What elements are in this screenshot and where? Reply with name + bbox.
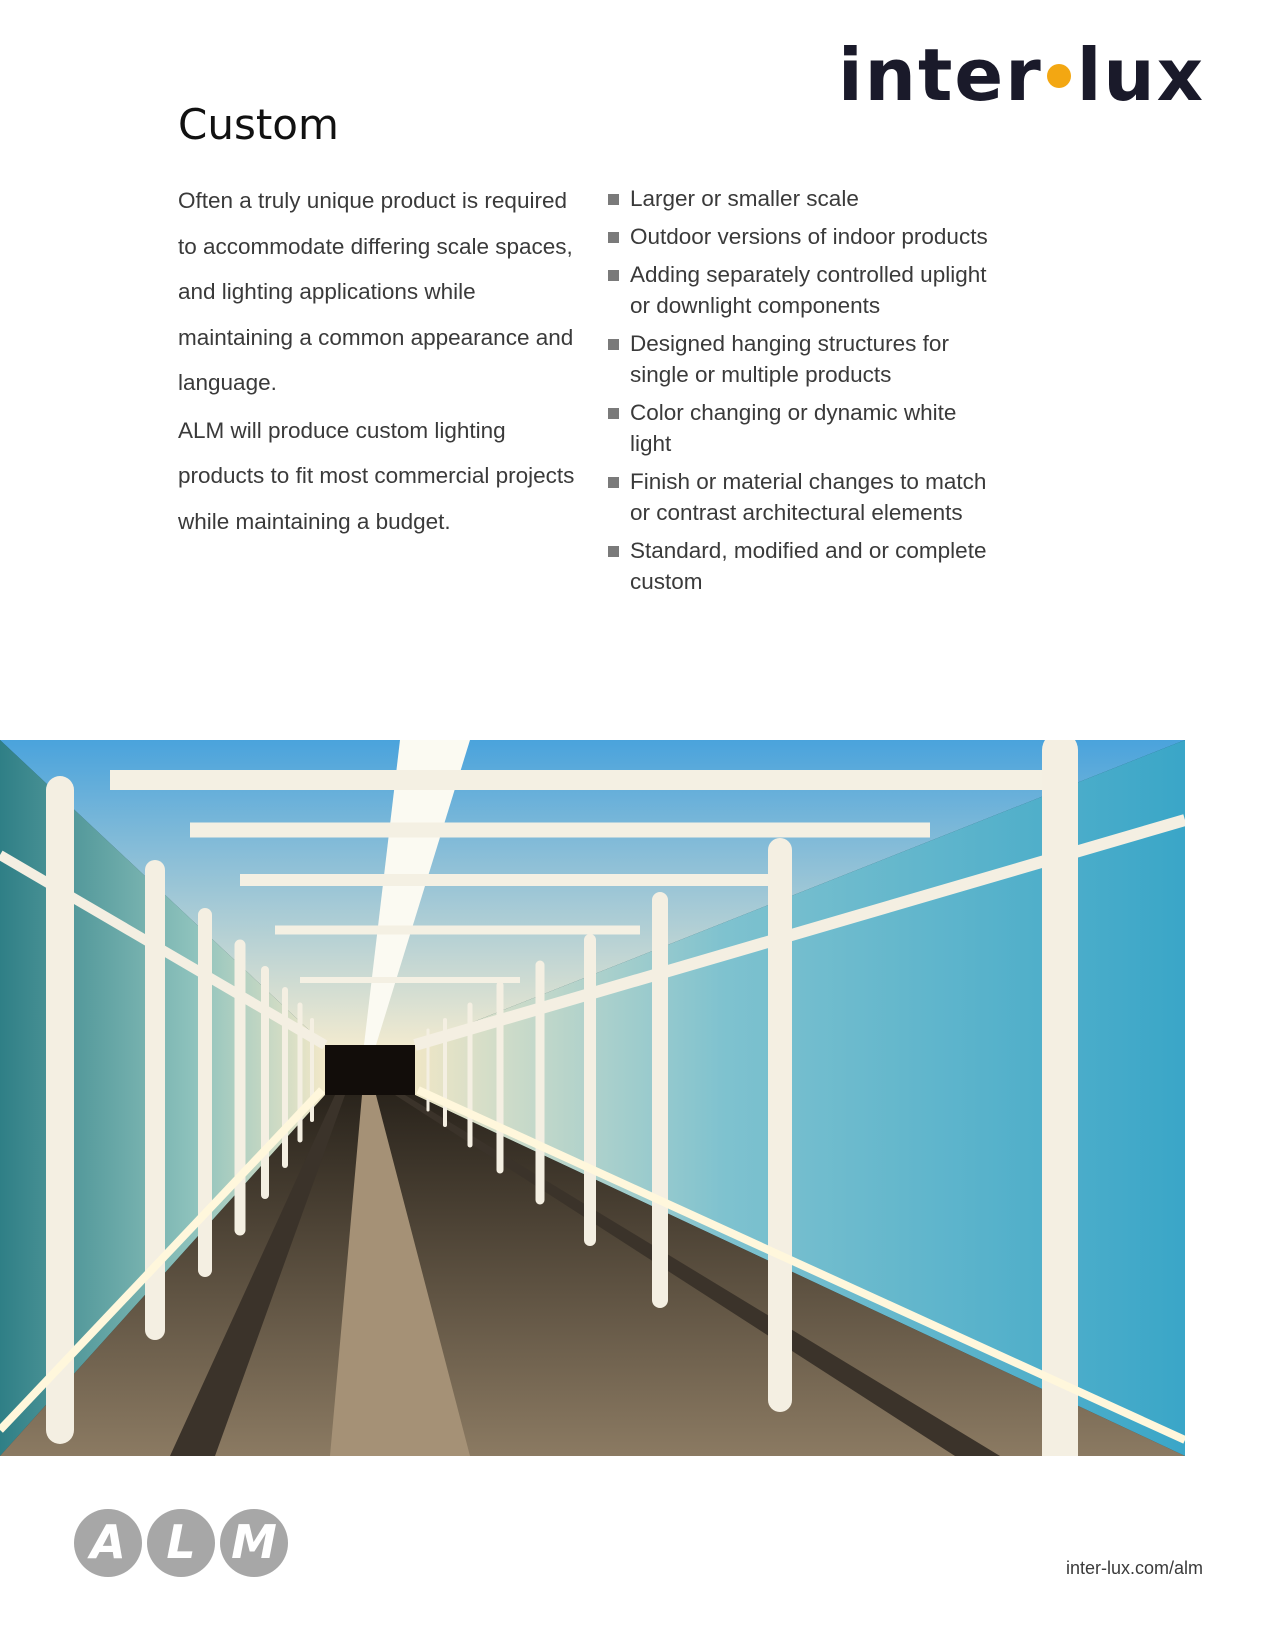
bullet-square-icon <box>608 477 619 488</box>
bullet-square-icon <box>608 339 619 350</box>
bullet-square-icon <box>608 194 619 205</box>
bullet-square-icon <box>608 232 619 243</box>
alm-letter-m: M <box>231 1515 277 1569</box>
intro-text <box>178 178 578 546</box>
interlux-logo-dot <box>1047 64 1071 88</box>
alm-letter-a: A <box>90 1515 126 1569</box>
website-url: inter-lux.com/alm <box>1065 1558 1203 1578</box>
feature-item <box>608 535 998 597</box>
feature-item <box>608 259 998 321</box>
feature-item <box>608 466 998 528</box>
glass-corridor-photo-icon <box>0 740 1185 1456</box>
bullet-square-icon <box>608 546 619 557</box>
feature-text: Larger or smaller scale <box>630 186 859 211</box>
feature-item <box>608 397 998 459</box>
feature-text: Adding separately controlled uplight or downlight components <box>630 262 987 318</box>
corridor-photo <box>0 740 1185 1456</box>
feature-list <box>608 183 998 604</box>
interlux-logo-left: inter <box>838 33 1043 117</box>
bullet-square-icon <box>608 408 619 419</box>
feature-text: Color changing or dynamic white light <box>630 400 957 456</box>
bullet-square-icon <box>608 270 619 281</box>
interlux-logo <box>838 30 1206 120</box>
page-title: Custom <box>178 100 339 149</box>
feature-item <box>608 183 998 214</box>
intro-paragraph: ALM will produce custom lighting products to fit most commercial projects while maintaining a budget. <box>178 417 575 534</box>
feature-text: Standard, modified and or complete custom <box>630 538 987 594</box>
feature-item <box>608 221 998 252</box>
feature-text: Designed hanging structures for single or multiple products <box>630 331 949 387</box>
alm-logo-icon <box>74 1508 290 1578</box>
alm-logo <box>74 1508 290 1578</box>
feature-text: Outdoor versions of indoor products <box>630 224 988 249</box>
feature-item <box>608 328 998 390</box>
interlux-logo-right: lux <box>1076 33 1206 117</box>
alm-letter-l: L <box>166 1515 196 1569</box>
intro-paragraph: Often a truly unique product is required to accommodate differing scale spaces, and lighting applications while maintaining a common appearance and language. <box>178 188 574 395</box>
feature-text: Finish or material changes to match or contrast architectural elements <box>630 469 987 525</box>
